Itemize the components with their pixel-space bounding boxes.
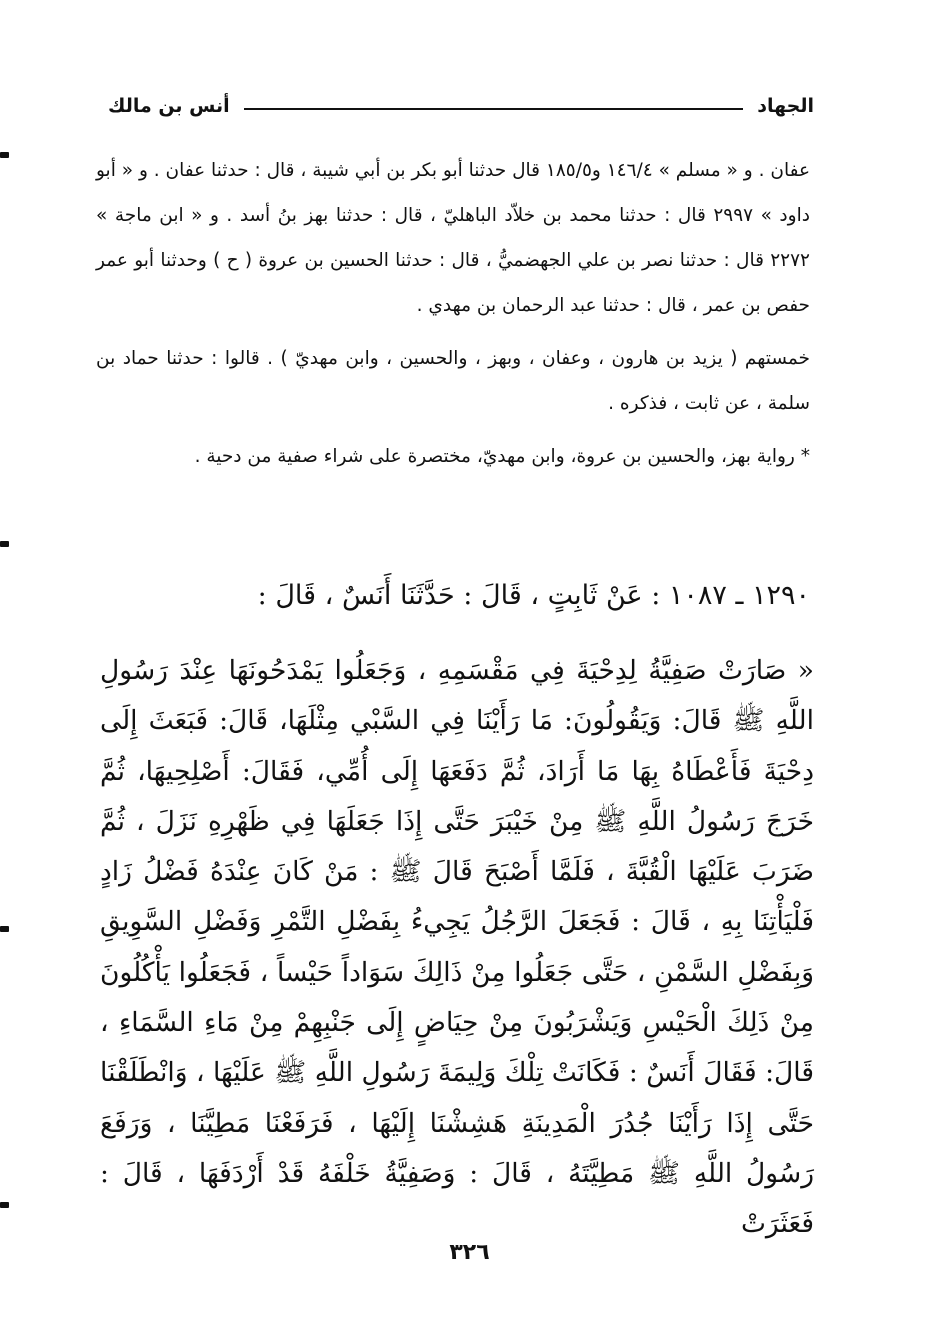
- header-rule: [244, 108, 744, 110]
- chapter-title: الجهاد: [757, 95, 814, 117]
- hadith-heading: ١٢٩٠ ـ ١٠٨٧ : عَنْ ثَابِتٍ ، قَالَ : حَدَّثَنَا أَنَسٌ ، قَالَ :: [257, 580, 810, 611]
- margin-mark: [0, 1202, 9, 1208]
- narrator-title: أنس بن مالك: [108, 95, 230, 117]
- remark-paragraph: * رواية بهز، والحسين بن عروة، وابن مهديّ، مختصرة على شراء صفية من دحية .: [194, 446, 810, 467]
- running-header: [108, 92, 814, 120]
- margin-mark: [0, 926, 9, 932]
- page-number: ٣٢٦: [449, 1240, 490, 1265]
- hadith-text: « صَارَتْ صَفِيَّةُ لِدِحْيَةَ فِي مَقْسَمِهِ ، وَجَعَلُوا يَمْدَحُونَهَا عِنْدَ رَسُولِ اللَّهِ ﷺ قَالَ: وَيَقُولُونَ: مَا رَأَيْنَا فِي السَّبْي مِثْلَهَا، قَالَ: فَبَعَثَ إِلَى دِحْيَةَ فَأَعْطَاهُ بِهَا مَا أَرَادَ، ثُمَّ دَفَعَهَا إِلَى أُمِّي، فَقَالَ: أَصْلِحِيهَا، ثُمَّ خَرَجَ رَسُولُ اللَّهِ ﷺ مِنْ خَيْبَرَ حَتَّى إِذَا جَعَلَهَا فِي ظَهْرِهِ نَزَلَ ، ثُمَّ ضَرَبَ عَلَيْهَا الْقُبَّةَ ، فَلَمَّا أَصْبَحَ قَالَ ﷺ : مَنْ كَانَ عِنْدَهُ فَضْلُ زَادٍ فَلْيَأْتِنَا بِهِ ، قَالَ : فَجَعَلَ الرَّجُلُ يَجِيءُ بِفَضْلِ التَّمْرِ وَفَضْلِ السَّوِيقِ وَبِفَضْلِ السَّمْنِ ، حَتَّى جَعَلُوا مِنْ ذَالِكَ سَوَاداً حَيْساً ، فَجَعَلُوا يَأْكُلُونَ مِنْ ذَلِكَ الْحَيْسِ وَيَشْرَبُونَ مِنْ حِيَاضٍ إِلَى جَنْبِهِمْ مِنْ مَاءِ السَّمَاءِ ، قَالَ: فَقَالَ أَنَسٌ : فَكَانَتْ تِلْكَ وَلِيمَةَ رَسُولِ اللَّهِ ﷺ عَلَيْهَا ، وَانْطَلَقْنَا حَتَّى إِذَا رَأَيْنَا جُدُرَ الْمَدِينَةِ هَشِشْنَا إِلَيْهَا ، فَرَفَعْنَا مَطِيَّنَا ، وَرَفَعَ رَسُولُ اللَّهِ ﷺ مَطِيَّتَهُ ، قَالَ : وَصَفِيَّةُ خَلْفَهُ قَدْ أَرْدَفَهَا ، قَالَ : فَعَثَرَتْ: [100, 655, 814, 1240]
- margin-mark: [0, 541, 9, 547]
- source-notes: [96, 148, 810, 479]
- sources-paragraph: عفان . و « مسلم » ١٤٦/٤ و١٨٥/٥ قال حدثنا أبو بكر بن أبي شيبة ، قال : حدثنا عفان . و « أبو داود » ٢٩٩٧ قال : حدثنا محمد بن خلاّد الباهليّ ، قال : حدثنا بهز بنُ أسد . و « ابن ماجة » ٢٢٧٢ قال : حدثنا نصر بن علي الجهضميُّ ، قال : حدثنا الحسين بن عروة ( ح ) وحدثنا أبو عمر حفص بن عمر ، قال : حدثنا عبد الرحمان بن مهدي .: [96, 160, 810, 316]
- margin-mark: [0, 152, 9, 158]
- chain-paragraph: خمستهم ( يزيد بن هارون ، وعفان ، وبهز ، والحسين ، وابن مهديّ ) . قالوا : حدثنا حماد بن سلمة ، عن ثابت ، فذكره .: [96, 348, 810, 414]
